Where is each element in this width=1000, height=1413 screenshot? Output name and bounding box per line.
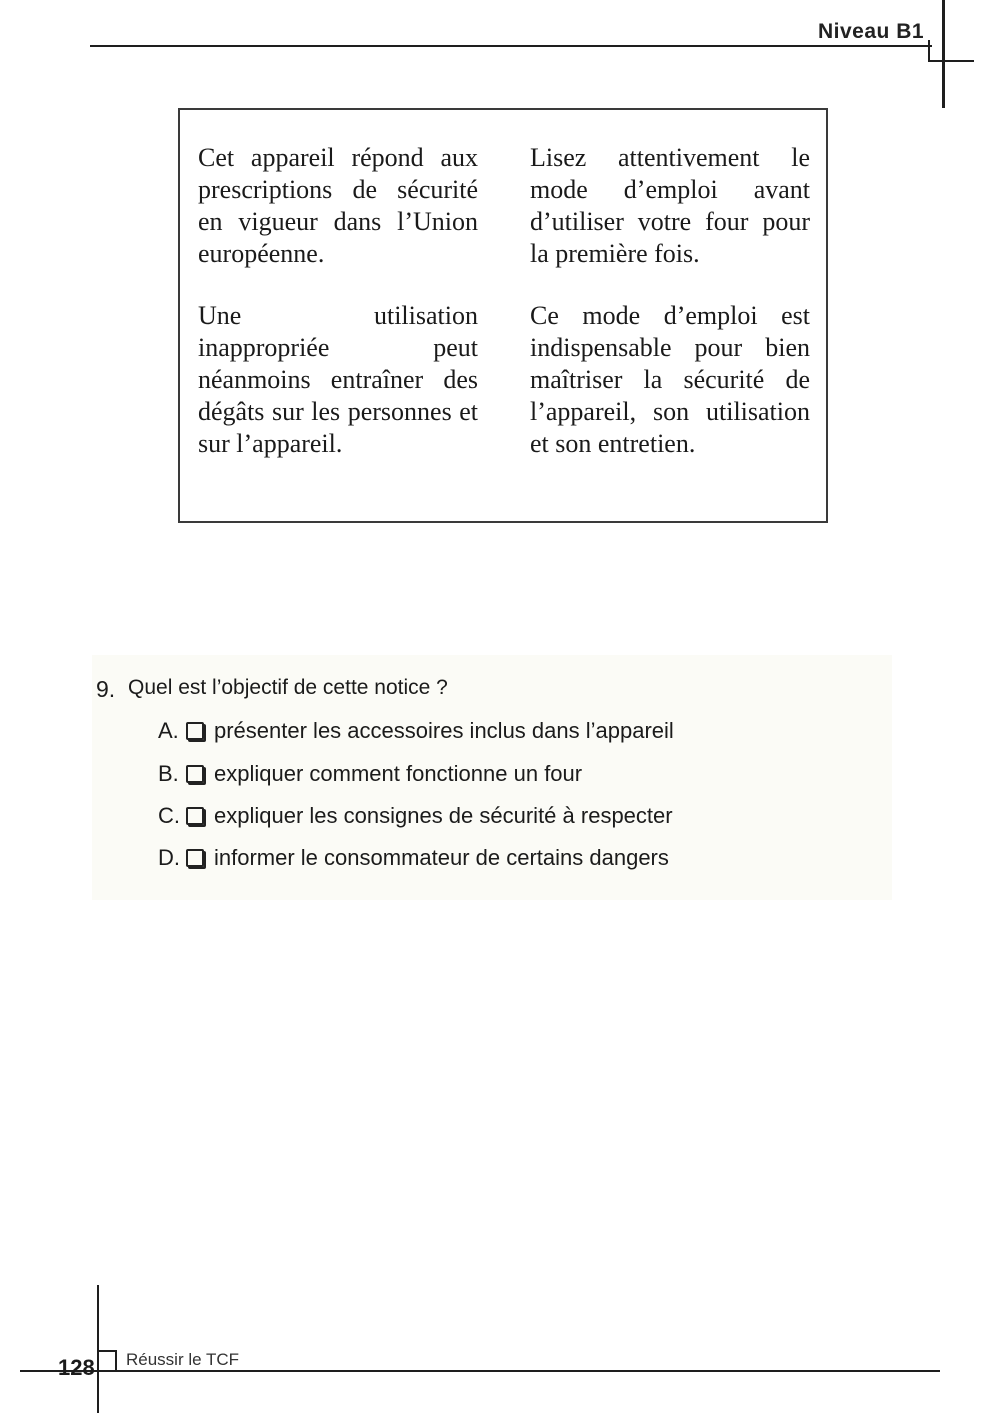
option-text: informer le consommateur de certains dangers bbox=[214, 845, 669, 870]
question-number: 9. bbox=[96, 676, 116, 702]
notice-paragraph: Une utilisation inappropriée peut néanmoins entraîner des dégâts sur les personnes et sur l’appareil. bbox=[198, 301, 478, 458]
corner-mark-stub bbox=[928, 40, 930, 62]
notice-right-column bbox=[530, 142, 810, 490]
footer-corner-vertical bbox=[97, 1285, 99, 1413]
question-text: Quel est l’objectif de cette notice ? bbox=[128, 676, 448, 699]
notice-paragraph: Cet appareil répond aux prescriptions de sécurité en vigueur dans l’Union européenne. bbox=[198, 143, 478, 268]
corner-mark-vertical bbox=[942, 0, 945, 108]
answer-option-b[interactable] bbox=[158, 761, 582, 787]
book-title: Réussir le TCF bbox=[126, 1350, 240, 1369]
option-letter: D. bbox=[158, 845, 180, 870]
footer-rule bbox=[20, 1370, 940, 1372]
option-text: expliquer les consignes de sécurité à respecter bbox=[214, 803, 673, 828]
notice-left-column bbox=[198, 142, 478, 490]
footer-corner-stub-vertical bbox=[115, 1350, 117, 1372]
notice-box bbox=[178, 108, 828, 523]
option-text: expliquer comment fonctionne un four bbox=[214, 761, 583, 786]
option-letter: B. bbox=[158, 761, 179, 786]
answer-option-c[interactable] bbox=[158, 803, 673, 829]
header-rule bbox=[90, 45, 932, 47]
page-number: 128 bbox=[58, 1355, 95, 1380]
checkbox-icon[interactable] bbox=[186, 722, 204, 740]
notice-paragraph: Lisez attentivement le mode d’emploi avant d’utiliser votre four pour la première fois. bbox=[530, 143, 810, 268]
checkbox-icon[interactable] bbox=[186, 849, 204, 867]
answer-option-a[interactable] bbox=[158, 718, 674, 744]
notice-paragraph: Ce mode d’emploi est indispensable pour bien maîtriser la sécurité de l’appareil, son utilisation et son entretien. bbox=[530, 301, 810, 458]
checkbox-icon[interactable] bbox=[186, 807, 204, 825]
option-letter: C. bbox=[158, 803, 180, 828]
checkbox-icon[interactable] bbox=[186, 765, 204, 783]
corner-mark-horizontal bbox=[928, 60, 974, 62]
footer-corner-stub bbox=[97, 1350, 117, 1352]
level-label: Niveau B1 bbox=[818, 20, 925, 43]
answer-option-d[interactable] bbox=[158, 845, 669, 871]
option-text: présenter les accessoires inclus dans l’appareil bbox=[214, 718, 674, 743]
option-letter: A. bbox=[158, 718, 179, 743]
